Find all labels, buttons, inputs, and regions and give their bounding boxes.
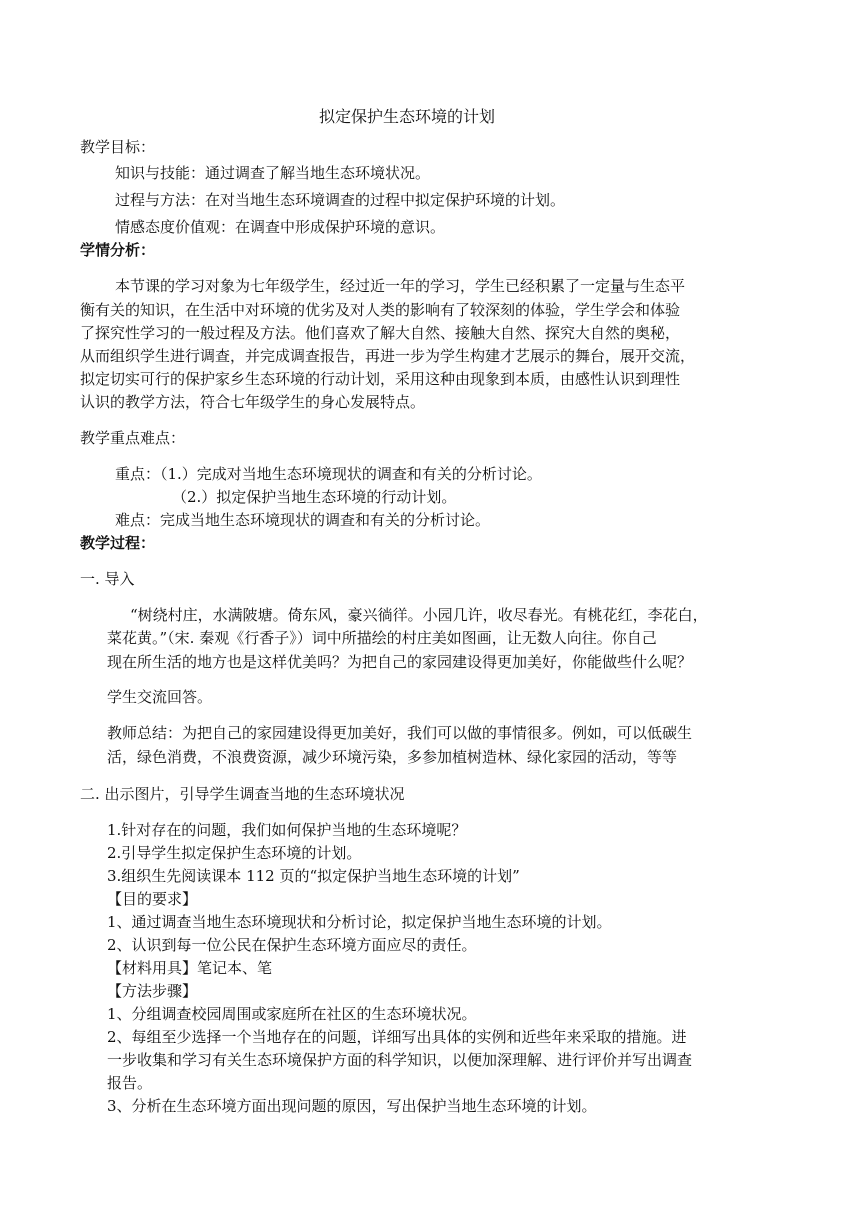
- student-response: 学生交流回答。: [107, 688, 213, 706]
- analysis-line: 了探究性学习的一般过程及方法。他们喜欢了解大自然、接触大自然、探究大自然的奥秘，: [80, 324, 681, 342]
- intro-poem-line: “树绕村庄，水满陂塘。倚东风，豪兴徜徉。小园几许，收尽春光。有桃花红，李花白，: [130, 606, 708, 624]
- analysis-line: 本节课的学习对象为七年级学生，经过近一年的学习，学生已经积累了一定量与生态平: [115, 277, 686, 295]
- key-points-heading: 教学重点难点：: [80, 429, 186, 447]
- objectives-heading: 教学目标：: [80, 138, 156, 156]
- section-2-line: 【材料用具】笔记本、笔: [107, 959, 273, 977]
- section-2-line: 【方法步骤】: [107, 982, 198, 1000]
- document-title: 拟定保护生态环境的计划: [319, 107, 496, 126]
- analysis-line: 认识的教学方法，符合七年级学生的身心发展特点。: [80, 393, 426, 411]
- intro-poem-line: 现在所生活的地方也是这样优美吗？为把自己的家园建设得更加美好，你能做些什么呢？: [107, 653, 693, 671]
- section-2-line: 3、分析在生态环境方面出现问题的原因，写出保护当地生态环境的计划。: [107, 1097, 597, 1115]
- analysis-line: 衡有关的知识，在生活中对环境的优劣及对人类的影响有了较深刻的体验，学生学会和体验: [80, 301, 681, 319]
- section-2-line: 2、认识到每一位公民在保护生态环境方面应尽的责任。: [107, 936, 477, 954]
- section-2-line: 2.引导学生拟定保护生态环境的计划。: [107, 844, 362, 862]
- intro-poem-line: 菜花黄。”（宋. 秦观《行香子》）词中所描绘的村庄美如图画，让无数人向往。你自己: [107, 629, 657, 647]
- section-2-line: 1、通过调查当地生态环境现状和分析讨论，拟定保护当地生态环境的计划。: [107, 913, 612, 931]
- objective-item: 过程与方法：在对当地生态环境调查的过程中拟定保护环境的计划。: [115, 191, 566, 209]
- teacher-summary-line: 教师总结：为把自己的家园建设得更加美好，我们可以做的事情很多。例如，可以低碳生: [107, 724, 693, 742]
- section-2-heading: 二. 出示图片，引导学生调查当地的生态环境状况: [80, 785, 405, 803]
- section-2-line: 1.针对存在的问题，我们如何保护当地的生态环境呢？: [107, 821, 467, 839]
- process-heading: 教学过程：: [80, 534, 156, 552]
- analysis-line: 拟定切实可行的保护家乡生态环境的行动计划，采用这种由现象到本质，由感性认识到理性: [80, 370, 681, 388]
- difficulty-point: 难点：完成当地生态环境现状的调查和有关的分析讨论。: [115, 511, 491, 529]
- analysis-line: 从而组织学生进行调查，并完成调查报告，再进一步为学生构建才艺展示的舞台，展开交流，: [80, 347, 696, 365]
- section-2-line: 一步收集和学习有关生态环境保护方面的科学知识，以便加深理解、进行评价并写出调查: [107, 1051, 693, 1069]
- section-2-line: 1、分组调查校园周围或家庭所在社区的生态环境状况。: [107, 1005, 477, 1023]
- section-2-line: 【目的要求】: [107, 890, 198, 908]
- section-1-heading: 一. 导入: [80, 570, 135, 588]
- objective-item: 知识与技能：通过调查了解当地生态环境状况。: [115, 164, 431, 182]
- teacher-summary-line: 活，绿色消费，不浪费资源，减少环境污染，多参加植树造林、绿化家园的活动，等等: [107, 748, 678, 766]
- section-2-line: 报告。: [107, 1074, 153, 1092]
- section-2-line: 3.组织生先阅读课本 112 页的“拟定保护当地生态环境的计划”: [107, 867, 520, 885]
- key-point-1: 重点：（1.）完成对当地生态环境现状的调查和有关的分析讨论。: [115, 465, 542, 483]
- key-point-2: （2.）拟定保护当地生态环境的行动计划。: [172, 488, 457, 506]
- objective-item: 情感态度价值观：在调查中形成保护环境的意识。: [115, 218, 446, 236]
- analysis-heading: 学情分析：: [80, 241, 156, 259]
- section-2-line: 2、每组至少选择一个当地存在的问题，详细写出具体的实例和近些年来采取的措施。进: [107, 1028, 687, 1046]
